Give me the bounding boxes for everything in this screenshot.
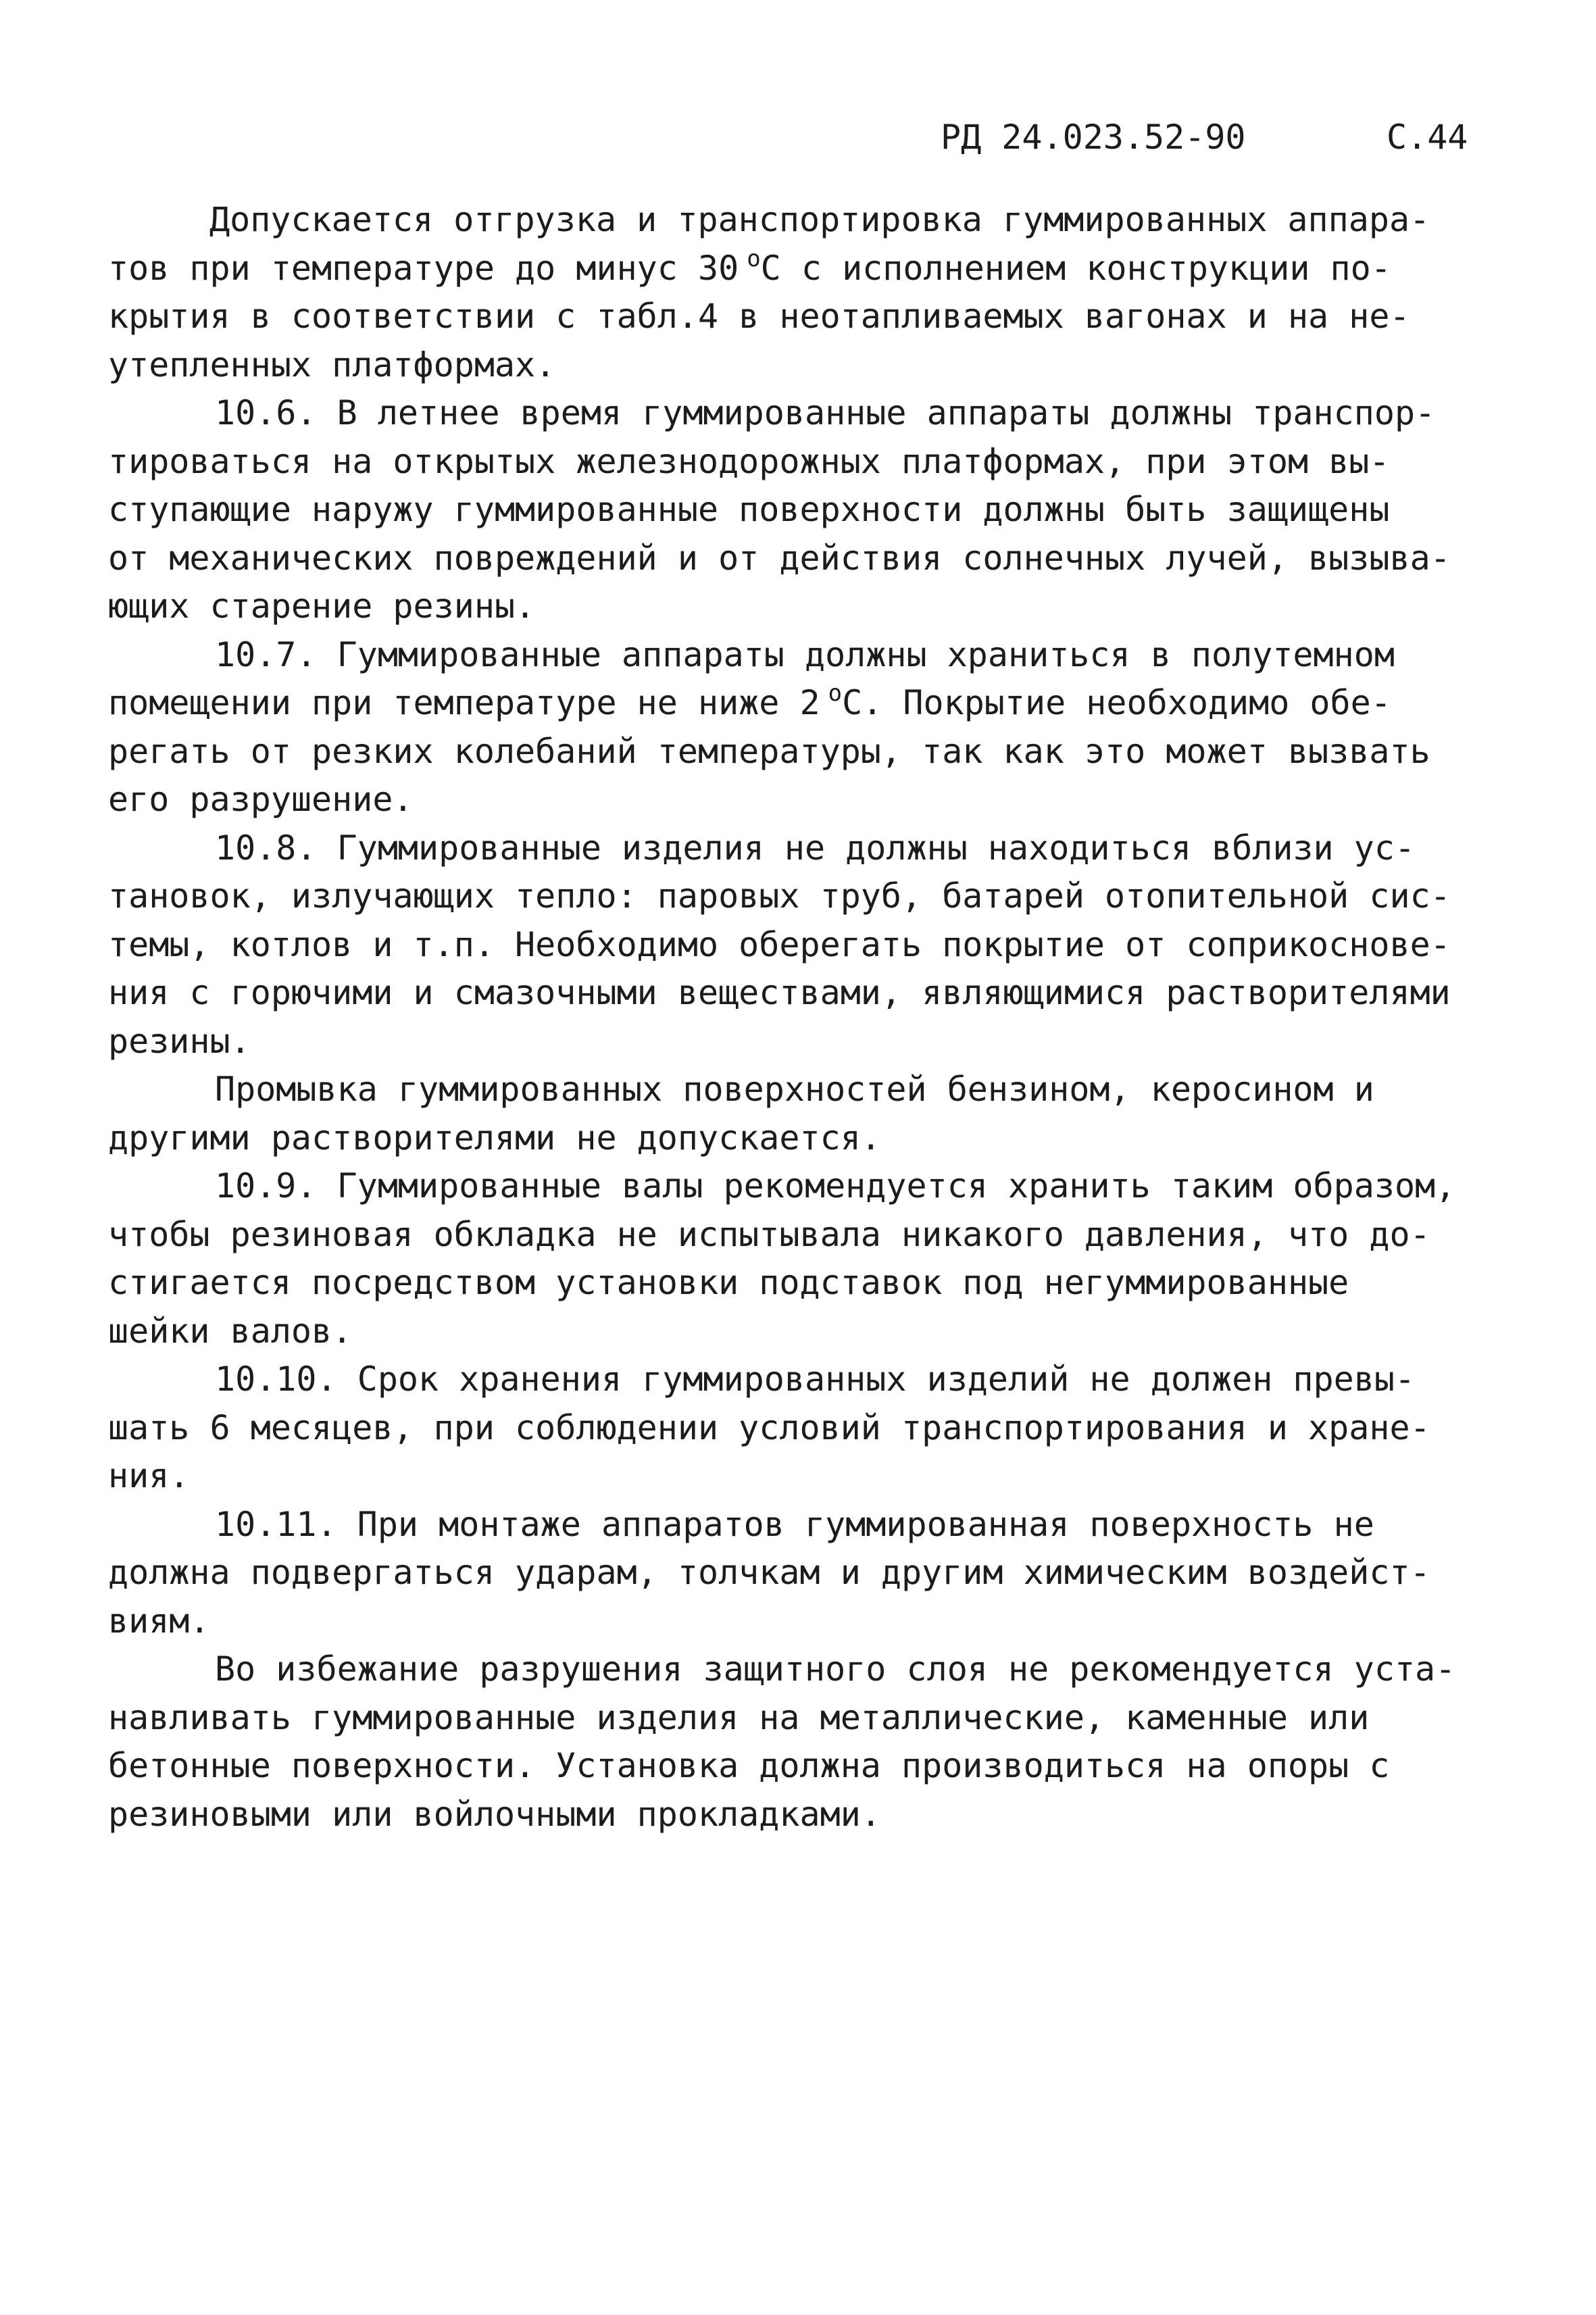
document-code: РД 24.023.52-90: [941, 118, 1246, 157]
text-line: [108, 389, 1500, 438]
text-line: [108, 534, 1500, 583]
text-line: [108, 1162, 1500, 1211]
text-line: [108, 1018, 1500, 1066]
text-line-content: утепленных платформах.: [108, 345, 556, 384]
text-line-content: стигается посредством установки подставок под негуммированные: [108, 1263, 1349, 1302]
text-line: [108, 1259, 1500, 1308]
text-line-content: тироваться на открытых железнодорожных платформах, при этом вы-: [108, 441, 1390, 481]
text-line-content: его разрушение.: [108, 780, 414, 819]
text-line-content: регать от резких колебаний температуры, так как это может вызвать: [108, 731, 1430, 771]
text-line-content: 10.10. Срок хранения гуммированных изделий не должен превы-: [215, 1360, 1416, 1399]
text-line-content: темы, котлов и т.п. Необходимо оберегать покрытие от соприкоснове-: [108, 924, 1451, 964]
text-line: [108, 438, 1500, 487]
text-line: [108, 1211, 1500, 1260]
text-line-content: навливать гуммированные изделия на металлические, каменные или: [108, 1697, 1370, 1737]
text-line-content: Допускается отгрузка и транспортировка гуммированных аппара-: [209, 200, 1430, 239]
text-line-content: 10.11. При монтаже аппаратов гуммированная поверхность не: [215, 1504, 1374, 1544]
document-body: [108, 196, 1500, 1839]
text-line-content: другими растворителями не допускается.: [108, 1118, 881, 1158]
text-line-content: ющих старение резины.: [108, 587, 536, 626]
text-line-continuation: С. Покрытие необходимо обе-: [842, 683, 1391, 722]
text-line-content: 10.8. Гуммированные изделия не должны находиться вблизи ус-: [215, 828, 1416, 868]
page-number: С.44: [1387, 118, 1468, 157]
text-line-content: должна подвергаться ударам, толчкам и другим химическим воздейст-: [108, 1553, 1430, 1592]
text-line-content: резиновыми или войлочными прокладками.: [108, 1794, 881, 1834]
text-line-content: чтобы резиновая обкладка не испытывала никакого давления, что до-: [108, 1214, 1430, 1254]
text-line: [108, 631, 1500, 680]
text-line-content: тов при температуре до минус 30: [108, 248, 739, 288]
text-line: [108, 1549, 1500, 1597]
text-line: [108, 1597, 1500, 1646]
text-line: [108, 1452, 1500, 1501]
degree-superscript: o: [747, 245, 761, 272]
text-line: [108, 824, 1500, 873]
text-line-content: тановок, излучающих тепло: паровых труб, батарей отопительной сис-: [108, 876, 1451, 916]
text-line-content: резины.: [108, 1021, 251, 1061]
degree-superscript: o: [828, 680, 843, 707]
text-line-content: шейки валов.: [108, 1311, 353, 1351]
text-line-content: крытия в соответствии с табл.4 в неотапливаемых вагонах и на не-: [108, 297, 1410, 336]
text-line-content: от механических повреждений и от действия солнечных лучей, вызыва-: [108, 538, 1451, 578]
text-line: [108, 582, 1500, 631]
text-line-content: 10.7. Гуммированные аппараты должны храниться в полутемном: [215, 634, 1395, 674]
text-line-content: Во избежание разрушения защитного слоя не рекомендуется уста-: [215, 1649, 1456, 1689]
text-line: [108, 1114, 1500, 1163]
text-line-content: 10.6. В летнее время гуммированные аппараты должны транспор-: [215, 393, 1436, 432]
text-line-content: ступающие наружу гуммированные поверхности должны быть защищены: [108, 490, 1390, 529]
text-line: [108, 1308, 1500, 1356]
text-line: [108, 969, 1500, 1018]
text-line: [108, 872, 1500, 921]
text-line-content: помещении при температуре не ниже 2: [108, 683, 820, 722]
text-line: [108, 728, 1500, 776]
text-line: [108, 486, 1500, 534]
page-header: [941, 114, 1495, 161]
text-line: [108, 196, 1500, 245]
text-line: [108, 1355, 1500, 1404]
text-line-content: ния.: [108, 1456, 190, 1495]
text-line: [108, 1791, 1500, 1839]
text-line: [108, 1066, 1500, 1114]
text-line: [108, 1501, 1500, 1549]
text-line: [108, 1404, 1500, 1453]
text-line: [108, 293, 1500, 341]
text-line: [108, 776, 1500, 824]
text-line-content: шать 6 месяцев, при соблюдении условий транспортирования и хране-: [108, 1408, 1430, 1447]
text-line: [108, 921, 1500, 970]
text-line: [108, 245, 1500, 293]
text-line-content: 10.9. Гуммированные валы рекомендуется хранить таким образом,: [215, 1166, 1456, 1205]
text-line-content: ния с горючими и смазочными веществами, являющимися растворителями: [108, 973, 1451, 1012]
text-line-continuation: С с исполнением конструкции по-: [760, 248, 1391, 288]
text-line: [108, 341, 1500, 390]
text-line-content: бетонные поверхности. Установка должна производиться на опоры с: [108, 1746, 1390, 1785]
text-line: [108, 1694, 1500, 1743]
text-line-content: Промывка гуммированных поверхностей бензином, керосином и: [215, 1070, 1374, 1109]
text-line: [108, 1742, 1500, 1791]
text-line: [108, 679, 1500, 728]
text-line: [108, 1645, 1500, 1694]
text-line-content: виям.: [108, 1601, 210, 1641]
